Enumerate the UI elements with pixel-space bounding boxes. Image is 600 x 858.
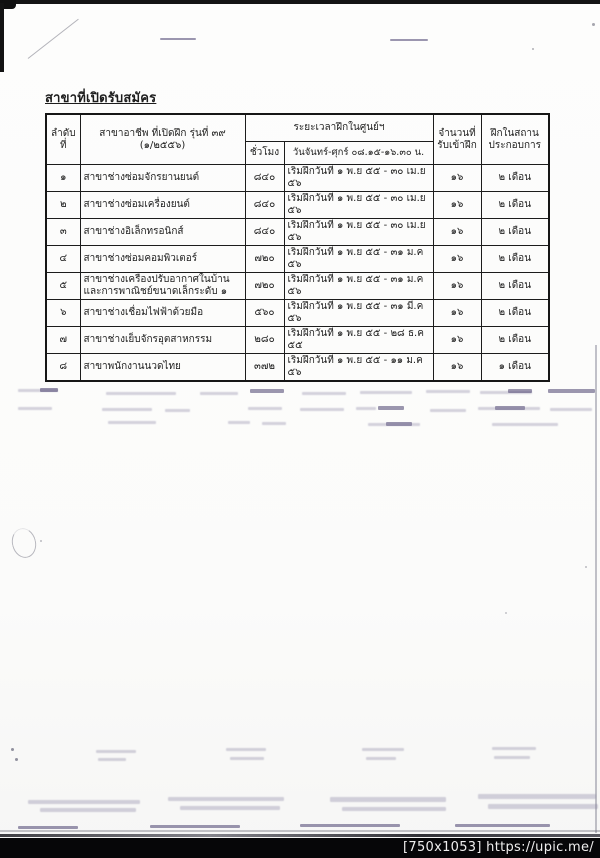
scan-smudge (40, 808, 136, 812)
schedule-cell: เริ่มฝึกวันที่ ๑ พ.ย ๕๕ - ๓๑ ม.ค ๕๖ (284, 273, 433, 300)
row-no-cell: ๒ (46, 192, 80, 219)
scan-smudge (106, 392, 176, 395)
scan-smudge (550, 408, 592, 411)
scan-smudge (362, 748, 404, 751)
header-no: ลำดับที่ (46, 114, 80, 165)
scan-smudge (330, 797, 446, 802)
onjob-cell: ๒ เดือน (481, 165, 549, 192)
onjob-cell: ๒ เดือน (481, 192, 549, 219)
capacity-cell: ๑๖ (433, 192, 481, 219)
scan-smudge (96, 750, 136, 753)
scan-smudge (180, 806, 280, 810)
onjob-cell: ๑ เดือน (481, 354, 549, 382)
schedule-cell: เริ่มฝึกวันที่ ๑ พ.ย ๕๕ - ๓๑ ม.ค ๕๖ (284, 246, 433, 273)
scan-smudge (230, 757, 264, 760)
scan-smudge (250, 389, 284, 393)
scan-smudge (200, 392, 238, 395)
scan-smudge (108, 421, 156, 424)
capacity-cell: ๑๖ (433, 327, 481, 354)
scan-smudge (302, 392, 346, 395)
scan-texture-band (0, 830, 600, 832)
scan-smudge (28, 800, 140, 804)
schedule-cell: เริ่มฝึกวันที่ ๑ พ.ย ๕๕ - ๑๑ ม.ค ๕๖ (284, 354, 433, 382)
scan-circle-mark (9, 526, 40, 561)
scan-smudge (40, 388, 58, 392)
onjob-cell: ๒ เดือน (481, 246, 549, 273)
scan-smudge (480, 391, 532, 394)
scan-smudge (455, 824, 550, 827)
table-body (46, 165, 549, 382)
program-name-cell: สาขาช่างเชื่อมไฟฟ้าด้วยมือ (80, 300, 245, 327)
row-no-cell: ๖ (46, 300, 80, 327)
hours-cell: ๘๔๐ (245, 165, 284, 192)
program-name-cell: สาขาช่างซ่อมจักรยานยนต์ (80, 165, 245, 192)
capacity-cell: ๑๖ (433, 165, 481, 192)
scan-speck (40, 540, 42, 542)
scan-speck (532, 48, 534, 50)
scan-smudge (300, 824, 400, 827)
scan-smudge (508, 389, 532, 393)
header-hours: ชั่วโมง (245, 142, 284, 165)
scan-smudge (342, 807, 446, 811)
header-capacity: จำนวนที่รับเข้าฝึก (433, 114, 481, 165)
header-schedule: วันจันทร์-ศุกร์ ๐๘.๑๕-๑๖.๓๐ น. (284, 142, 433, 165)
scan-smudge (548, 389, 595, 393)
schedule-cell: เริ่มฝึกวันที่ ๑ พ.ย ๕๕ - ๓๐ เม.ย ๕๖ (284, 219, 433, 246)
header-program: สาขาอาชีพ ที่เปิดฝึก รุ่นที่ ๓๙ (๑/๒๕๕๖) (80, 114, 245, 165)
program-name-cell: สาขาช่างอิเล็กทรอนิกส์ (80, 219, 245, 246)
scan-speck (592, 23, 595, 26)
capacity-cell: ๑๖ (433, 300, 481, 327)
capacity-cell: ๑๖ (433, 273, 481, 300)
scan-smudge (495, 406, 525, 410)
row-no-cell: ๘ (46, 354, 80, 382)
hours-cell: ๕๖๐ (245, 300, 284, 327)
hours-cell: ๓๗๒ (245, 354, 284, 382)
scan-pencil-mark (28, 19, 79, 59)
scan-smudge (368, 423, 420, 426)
row-no-cell: ๕ (46, 273, 80, 300)
scan-smudge (150, 825, 240, 828)
program-name-cell: สาขาพนักงานนวดไทย (80, 354, 245, 382)
scan-smudge (98, 758, 126, 761)
capacity-cell: ๑๖ (433, 246, 481, 273)
scan-smudge (494, 756, 530, 759)
watermark-bar (0, 838, 600, 858)
scan-smudge (478, 794, 596, 799)
row-no-cell: ๔ (46, 246, 80, 273)
scan-smudge (390, 39, 428, 41)
row-no-cell: ๓ (46, 219, 80, 246)
scan-smudge (226, 748, 266, 751)
onjob-cell: ๒ เดือน (481, 273, 549, 300)
hours-cell: ๒๘๐ (245, 327, 284, 354)
table-row (46, 165, 549, 192)
scan-smudge (430, 409, 466, 412)
hours-cell: ๗๒๐ (245, 246, 284, 273)
scan-smudge (386, 422, 412, 426)
scan-smudge (356, 407, 376, 410)
schedule-cell: เริ่มฝึกวันที่ ๑ พ.ย ๕๕ - ๓๑ มี.ค ๕๖ (284, 300, 433, 327)
scan-smudge (492, 747, 536, 750)
schedule-cell: เริ่มฝึกวันที่ ๑ พ.ย ๕๕ - ๒๘ ธ.ค ๕๕ (284, 327, 433, 354)
hours-cell: ๘๔๐ (245, 219, 284, 246)
scan-smudge (18, 407, 52, 410)
programs-table (45, 113, 550, 382)
onjob-cell: ๒ เดือน (481, 219, 549, 246)
scan-right-edge-line (595, 345, 597, 833)
scan-smudge (378, 406, 404, 410)
scan-smudge (160, 38, 196, 40)
table-row (46, 192, 549, 219)
scan-smudge (168, 797, 284, 801)
programs-table-container (45, 113, 548, 382)
scan-speck (585, 566, 587, 568)
row-no-cell: ๑ (46, 165, 80, 192)
row-no-cell: ๗ (46, 327, 80, 354)
schedule-cell: เริ่มฝึกวันที่ ๑ พ.ย ๕๕ - ๓๐ เม.ย ๕๖ (284, 165, 433, 192)
scan-smudge (488, 804, 598, 809)
scan-top-left-blob (0, 0, 16, 9)
scan-smudge (360, 391, 412, 394)
table-row (46, 300, 549, 327)
scan-smudge (492, 423, 558, 426)
program-name-cell: สาขาช่างซ่อมคอมพิวเตอร์ (80, 246, 245, 273)
capacity-cell: ๑๖ (433, 219, 481, 246)
table-row (46, 354, 549, 382)
scan-smudge (228, 421, 250, 424)
scan-smudge (426, 390, 470, 393)
watermark-text: [750x1053] https://upic.me/ (403, 840, 594, 855)
scan-speck (15, 758, 18, 761)
table-row (46, 246, 549, 273)
scan-dark-line (0, 834, 600, 837)
scan-smudge (366, 757, 396, 760)
program-name-cell: สาขาช่างเย็บจักรอุตสาหกรรม (80, 327, 245, 354)
scan-smudge (165, 409, 190, 412)
scan-smudge (248, 407, 282, 410)
scan-left-edge-strip (0, 3, 4, 72)
table-row (46, 327, 549, 354)
header-duration-group: ระยะเวลาฝึกในศูนย์ฯ (245, 114, 433, 142)
table-row (46, 219, 549, 246)
table-row (46, 273, 549, 300)
schedule-cell: เริ่มฝึกวันที่ ๑ พ.ย ๕๕ - ๓๐ เม.ย ๕๖ (284, 192, 433, 219)
onjob-cell: ๒ เดือน (481, 300, 549, 327)
scan-smudge (478, 407, 540, 410)
program-name-cell: สาขาช่างซ่อมเครื่องยนต์ (80, 192, 245, 219)
scan-smudge (102, 408, 152, 411)
scan-top-edge-bar (0, 0, 600, 4)
scan-speck (11, 748, 14, 751)
onjob-cell: ๒ เดือน (481, 327, 549, 354)
capacity-cell: ๑๖ (433, 354, 481, 382)
scan-smudge (18, 826, 78, 829)
hours-cell: ๘๔๐ (245, 192, 284, 219)
program-name-cell: สาขาช่างเครื่องปรับอากาศในบ้านและการพาณิชย์ขนาดเล็กระดับ ๑ (80, 273, 245, 300)
scan-smudge (300, 408, 344, 411)
hours-cell: ๗๒๐ (245, 273, 284, 300)
header-onjob: ฝึกในสถานประกอบการ (481, 114, 549, 165)
scan-speck (505, 612, 507, 614)
page-title: สาขาที่เปิดรับสมัคร (45, 91, 157, 106)
scan-smudge (18, 389, 58, 392)
scan-smudge (262, 422, 286, 425)
